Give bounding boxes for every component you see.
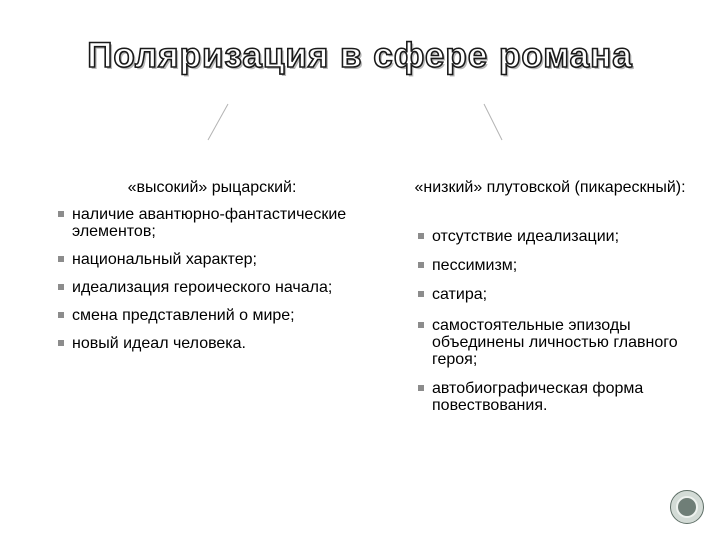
right-column-heading: «низкий» плутовской (пикарескный): — [414, 179, 686, 196]
list-item — [418, 286, 708, 303]
square-bullet-icon — [58, 312, 64, 318]
square-bullet-icon — [418, 322, 424, 328]
connector-line-right — [484, 104, 502, 140]
square-bullet-icon — [418, 291, 424, 297]
square-bullet-icon — [58, 211, 64, 217]
list-item — [418, 317, 708, 368]
slide-nav-button[interactable] — [670, 490, 704, 524]
list-item-text: национальный характер; — [72, 251, 257, 268]
list-item-text: самостоятельные эпизоды объединены личностью главного героя; — [432, 317, 678, 368]
list-item — [418, 257, 708, 274]
list-item-text: отсутствие идеализации; — [432, 228, 620, 245]
list-item — [58, 279, 348, 296]
slide-title: Поляризация в сфере романа — [87, 36, 633, 75]
list-item-text: идеализация героического начала; — [72, 279, 333, 296]
square-bullet-icon — [418, 385, 424, 391]
list-item — [58, 307, 348, 324]
list-item — [58, 335, 348, 352]
list-item-text: новый идеал человека. — [72, 335, 246, 352]
list-item — [58, 206, 348, 240]
square-bullet-icon — [418, 262, 424, 268]
square-bullet-icon — [58, 340, 64, 346]
list-item-text: наличие авантюрно-фантастические элементов; — [72, 206, 347, 240]
list-item-text: автобиографическая форма повествования. — [432, 380, 644, 414]
square-bullet-icon — [418, 233, 424, 239]
list-item — [58, 251, 348, 268]
square-bullet-icon — [58, 284, 64, 290]
list-item-text: пессимизм; — [432, 257, 518, 274]
circle-nav-icon — [676, 496, 698, 518]
right-column-list — [418, 228, 708, 426]
list-item-text: сатира; — [432, 286, 488, 303]
list-item — [418, 228, 708, 245]
list-item-text: смена представлений о мире; — [72, 307, 295, 324]
left-column-heading: «высокий» рыцарский: — [127, 179, 297, 196]
list-item — [418, 380, 708, 414]
square-bullet-icon — [58, 256, 64, 262]
left-column-list — [58, 206, 348, 363]
connector-line-left — [208, 104, 228, 140]
